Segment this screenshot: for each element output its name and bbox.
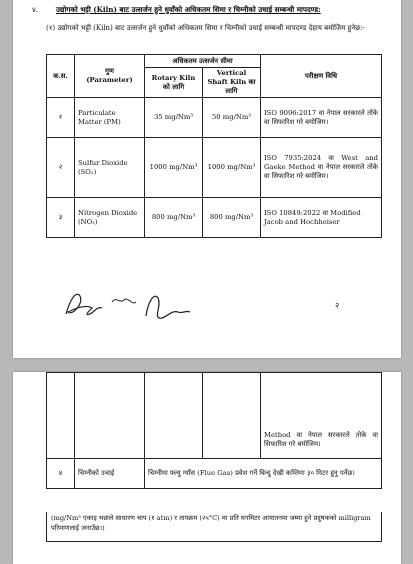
item-number: ४.: [32, 5, 39, 14]
cell-rotary: 35 mg/Nm³: [145, 98, 203, 138]
table-row: [47, 198, 382, 238]
footnote: (mg/Nm³ एकाइ भन्नाले साधारण चाप (१ atm) र तापक्रम (२५°C) मा प्रति घनमिटर आयातनमा जम्मा हुने प्रदुषकको milligram परिमाणलाई जनाउँछ।): [46, 512, 382, 542]
header-max-limit: अधिकतम उत्सर्जन सीमा: [145, 55, 261, 68]
cell-rotary: 800 mg/Nm³: [145, 198, 203, 238]
header-sn: क.स.: [47, 55, 75, 98]
page-number: २: [335, 301, 340, 310]
table-row: [47, 138, 382, 198]
table-row: [47, 459, 382, 489]
header-test-method: परीक्षण विधि: [261, 55, 382, 98]
header-vertical-kiln: Vertical Shaft Kiln का लागि: [203, 68, 261, 98]
cell-parameter: Particulate Matter (PM): [75, 98, 145, 138]
cell-method: ISO 10849:2022 वा Modified Jacob and Hochheiser: [261, 198, 382, 238]
cell-vertical: 800 mg/Nm³: [203, 198, 261, 238]
cell-parameter: Nitrogen Dioxide (NO₂): [75, 198, 145, 238]
header-parameter-np: गुण: [105, 67, 114, 75]
cell-sn: २: [47, 138, 75, 198]
document-page-1: [13, 0, 401, 358]
cell-sn: १: [47, 98, 75, 138]
cell-rotary: 1000 mg/Nm³: [145, 138, 203, 198]
cell-sn: ४: [47, 459, 75, 489]
table-row: [47, 373, 382, 459]
document-page-2: [13, 372, 401, 564]
table-row: [47, 98, 382, 138]
header-parameter-en: (Parameter): [86, 76, 133, 84]
cell-vertical: 1000 mg/Nm³: [203, 138, 261, 198]
handwritten-signatures: [58, 282, 228, 330]
cell-method: ISO 7935:2024 वा West and Gaeke Method वा नेपाल सरकारले तोके वा सिफारिश गरे बमोजिम।: [261, 138, 382, 198]
emission-limits-table: [46, 54, 382, 238]
cell-method: ISO 9096:2017 वा नेपाल सरकारले तोके वा सिफारिश गरे बमोजिम।: [261, 98, 382, 138]
heading-text: उद्योगको भट्टी (Kiln) बाट उत्सर्जन हुने धुवाँको अधिकतम सिमा र चिम्नीको उचाई सम्बन्धी मापदण्ड:: [56, 5, 321, 14]
cell-sn: ३: [47, 198, 75, 238]
cell-parameter: चिम्नीको उचाई: [75, 459, 145, 489]
header-rotary-kiln: Rotary Kiln को लागि: [145, 68, 203, 98]
cell-chimney-height: चिम्नीमा फ्ल्यु ग्याँस (Flue Gas) प्रवेश गर्ने बिन्दु देखी कम्तिमा ३० मिटर हुनु पर्नेछ।: [145, 459, 382, 489]
emission-limits-table-continued: [46, 372, 382, 489]
table-header-row: [47, 55, 382, 68]
cell-method-continued: Method वा नेपाल सरकारले तोके वा सिफारिश गरे बमोजिम।: [261, 373, 382, 459]
intro-paragraph: (१) उद्योगको भट्टी (Kiln) बाट उत्सर्जन हुने धुवाँको अधिकतम सिमा र चिम्नीको उचाई सम्बन्धी मापदण्ड देहाय बमोजिम हुनेछ:-: [46, 24, 365, 32]
header-parameter: [75, 55, 145, 98]
cell-vertical: 50 mg/Nm³: [203, 98, 261, 138]
cell-parameter: Sulfur Dioxide (SO₂): [75, 138, 145, 198]
